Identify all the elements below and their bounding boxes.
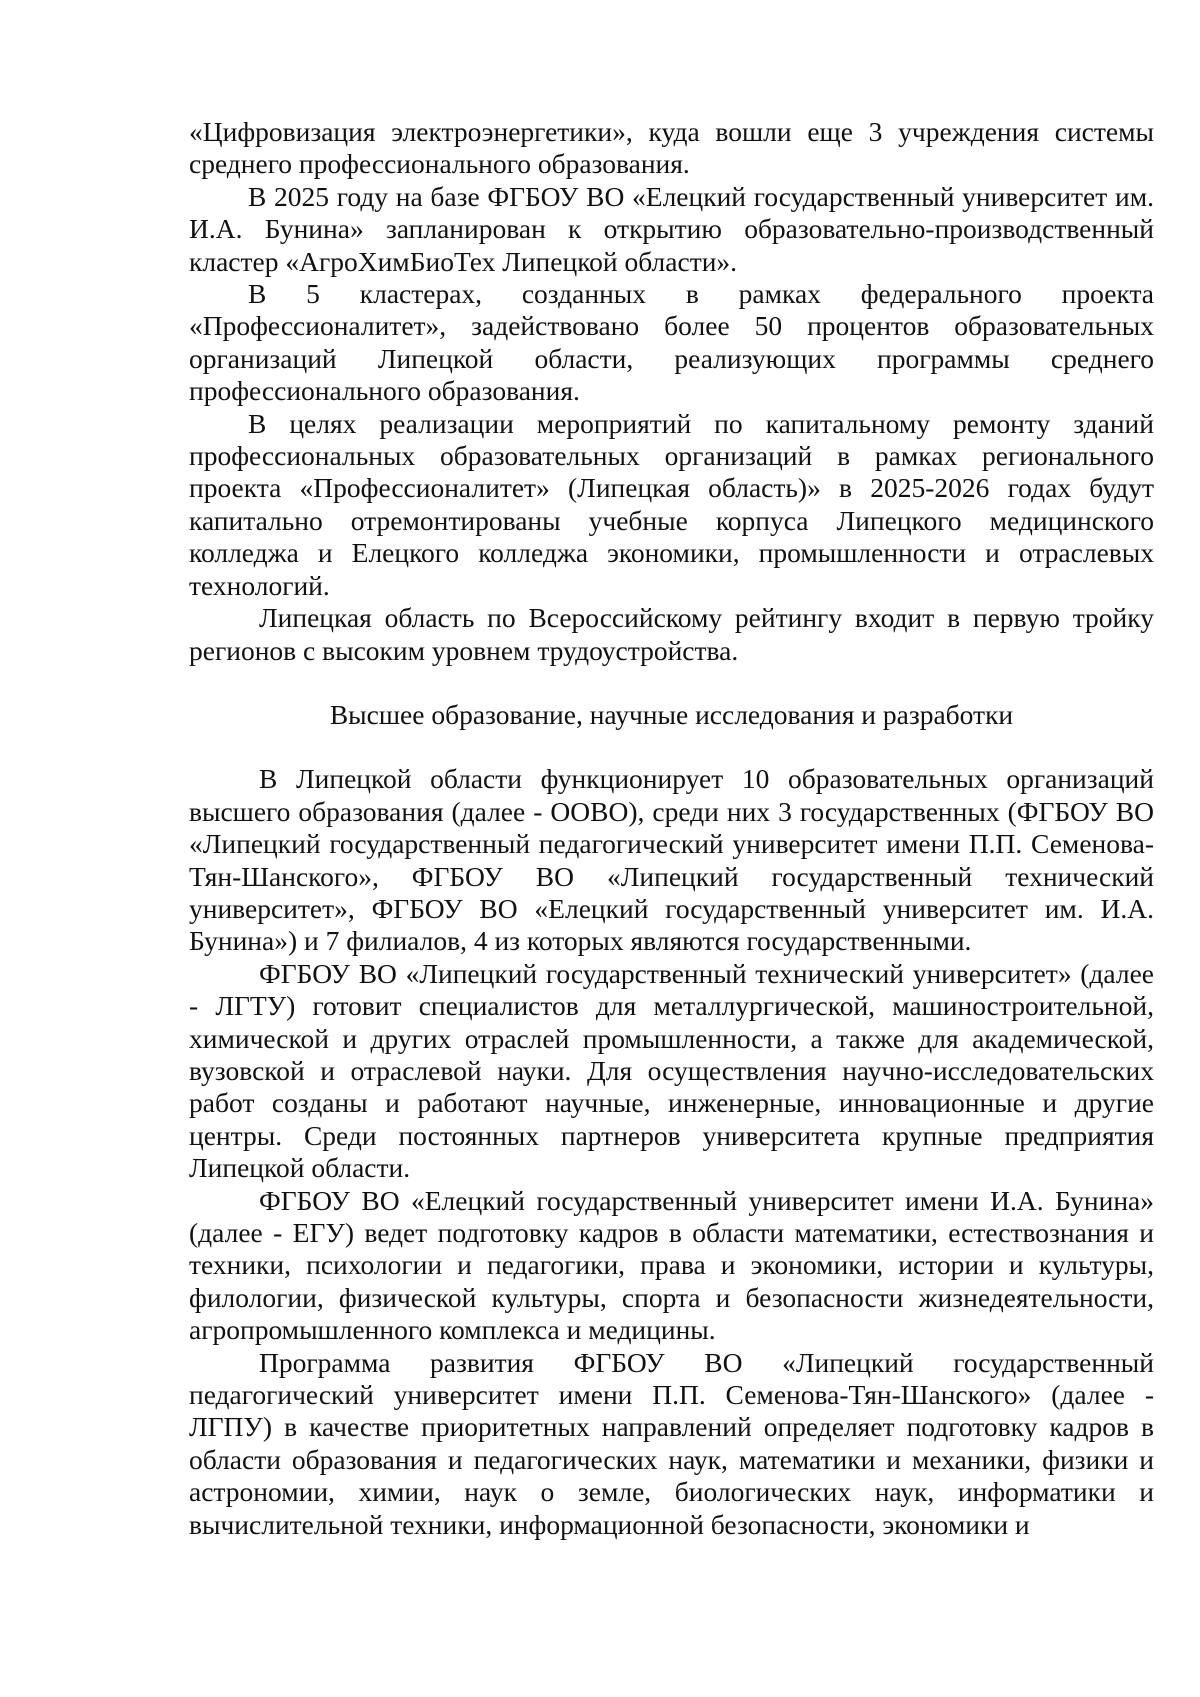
- paragraph-lgpu: Программа развития ФГБОУ ВО «Липецкий государственный педагогический университет имени П.П. Семенова-Тян-Шанского» (далее - ЛГПУ) в качестве приоритетных направлений определяет подготовку кадров в области образования и педагогических наук, математики и механики, физики и астрономии, химии, наук о земле, биологических наук, информатики и вычислительной техники, информационной безопасности, экономики и: [189, 1346, 1154, 1540]
- paragraph-oovo-count: В Липецкой области функционирует 10 образовательных организаций высшего образования (далее - ООВО), среди них 3 государственных (ФГБОУ ВО «Липецкий государственный педагогический университет имени П.П. Семенова-Тян-Шанского», ФГБОУ ВО «Липецкий государственный технический университет», ФГБОУ ВО «Елецкий государственный университет им. И.А. Бунина») и 7 филиалов, 4 из которых являются государственными.: [189, 763, 1154, 957]
- paragraph-capital-repair: В целях реализации мероприятий по капитальному ремонту зданий профессиональных образовательных организаций в рамках регионального проекта «Профессионалитет» (Липецкая область)» в 2025-2026 годах будут капитально отремонтированы учебные корпуса Липецкого медицинского колледжа и Елецкого колледжа экономики, промышленности и отраслевых технологий.: [189, 407, 1154, 601]
- paragraph-egu: ФГБОУ ВО «Елецкий государственный университет имени И.А. Бунина» (далее - ЕГУ) ведет подготовку кадров в области математики, естествознания и техники, психологии и педагогики, права и экономики, истории и культуры, филологии, физической культуры, спорта и безопасности жизнедеятельности, агропромышленного комплекса и медицины.: [189, 1184, 1154, 1346]
- document-page: [189, 116, 1154, 1541]
- paragraph-agrohimbioteh-cluster: В 2025 году на базе ФГБОУ ВО «Елецкий государственный университет им. И.А. Бунина» запланирован к открытию образовательно-производственный кластер «АгроХимБиоТех Липецкой области».: [189, 180, 1154, 277]
- paragraph-lgtu: ФГБОУ ВО «Липецкий государственный технический университет» (далее - ЛГТУ) готовит специалистов для металлургической, машиностроительной, химической и других отраслей промышленности, а также для академической, вузовской и отраслевой науки. Для осуществления научно-исследовательских работ созданы и работают научные, инженерные, инновационные и другие центры. Среди постоянных партнеров университета крупные предприятия Липецкой области.: [189, 957, 1154, 1184]
- paragraph-employment-rating: Липецкая область по Всероссийскому рейтингу входит в первую тройку регионов с высоким уровнем трудоустройства.: [189, 602, 1154, 666]
- section-heading: Высшее образование, научные исследования и разработки: [329, 698, 1014, 730]
- paragraph-five-clusters: В 5 кластерах, созданных в рамках федерального проекта «Профессионалитет», задействовано более 50 процентов образовательных организаций Липецкой области, реализующих программы среднего профессионального образования.: [189, 278, 1154, 407]
- paragraph-continuation: «Цифровизация электроэнергетики», куда вошли еще 3 учреждения системы среднего профессионального образования.: [189, 116, 1154, 180]
